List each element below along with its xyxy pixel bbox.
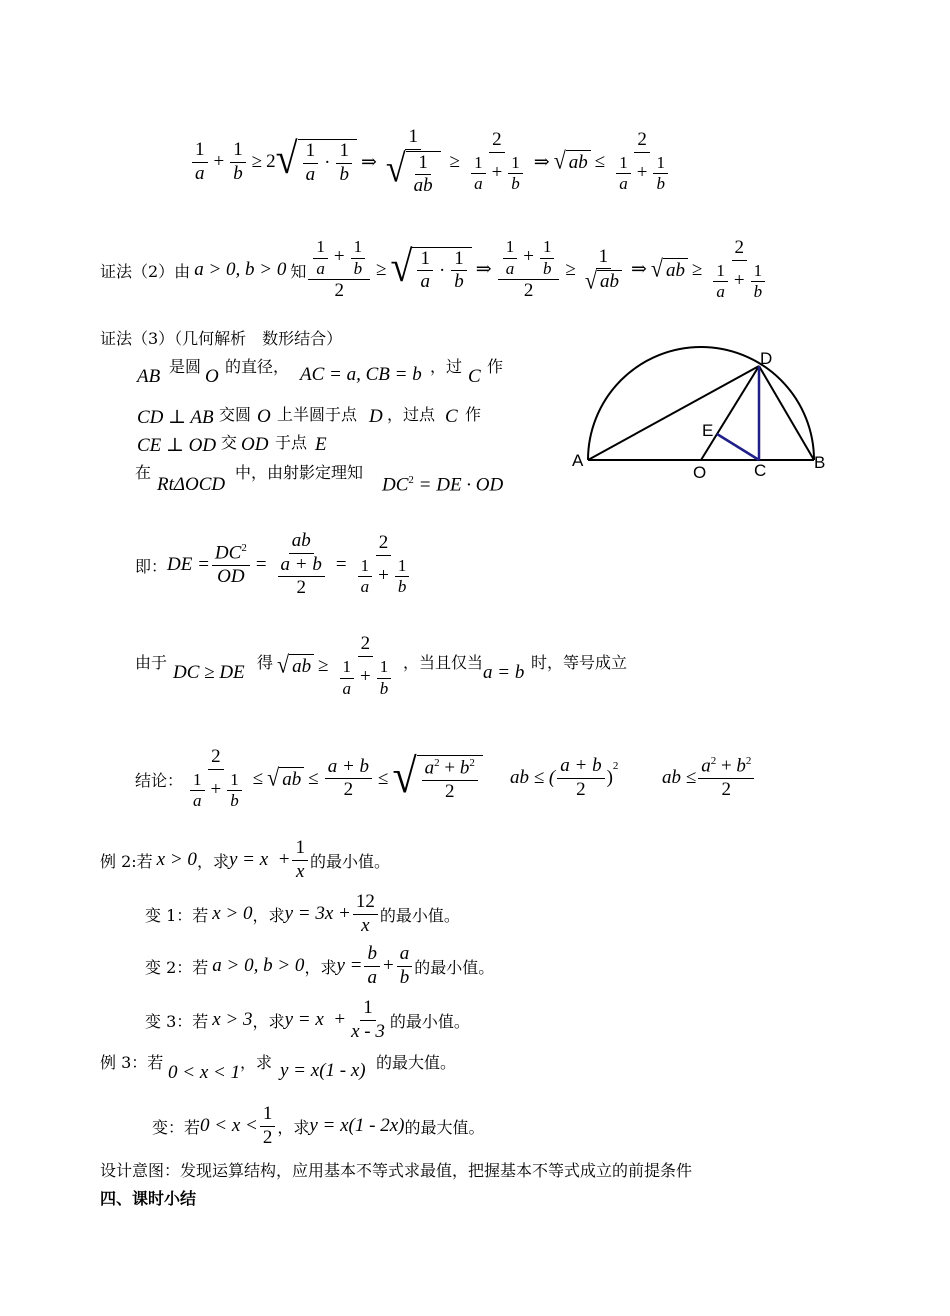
de-dc: DC [214, 542, 242, 564]
inner-num: 1 [415, 153, 431, 176]
p2h-da: a [716, 282, 725, 302]
p2-sqrt-ab: √ ab [651, 258, 688, 282]
p3-t3: ，过 [430, 357, 463, 376]
design-intent: 设计意图：发现运算结构，应用基本不等式求最值，把握基本不等式成立的前提条件 [100, 1161, 693, 1180]
c3-plus: + [720, 755, 732, 777]
p3-l2-d: D [369, 406, 383, 427]
ex2-den: x [296, 860, 305, 882]
de-od: OD [217, 566, 245, 588]
h-plus: + [491, 162, 503, 184]
example-2 [100, 834, 390, 886]
since-ab: ab [289, 654, 314, 678]
sqrt-product: √ $\frac{1}{a}$ · $\frac{1}{b}$ [276, 139, 357, 186]
sqrt-ab-den: √ $\frac{1}{ab}$ [386, 151, 441, 198]
p3-t1: 是圆 [169, 357, 202, 376]
p3-ce-perp: CE ⊥ OD [137, 435, 217, 456]
v2-t2: ，求 [304, 957, 337, 977]
since-ge: ≥ [318, 655, 329, 677]
p2h-n1: 1 [713, 262, 728, 283]
c-sqrt-ab: √ ab [267, 767, 304, 791]
sqrt-num-1: 1 [303, 141, 319, 164]
label-c: C [754, 461, 767, 480]
p2-rnum: 1 [596, 247, 612, 270]
p3-l3-od: OD [241, 434, 269, 455]
p2-h-num: 2 [732, 238, 748, 261]
since-aeqb: a = b [483, 662, 525, 683]
v3-t1: 变 3：若 [145, 1011, 209, 1031]
eq1-num-1: 1 [192, 140, 208, 163]
label-a: A [572, 451, 584, 470]
p3-c: C [468, 366, 481, 387]
since-t3: ，当且仅当 [403, 653, 484, 672]
p2h-plus: + [733, 270, 745, 292]
p3-l2-o: O [257, 406, 271, 427]
p3-l4-sq: 2 [408, 474, 414, 486]
geometry-figure [570, 340, 840, 480]
variant-2 [145, 940, 494, 992]
sqrt-ab-text: ab [566, 150, 591, 174]
ex2-expr: y = x + [228, 849, 291, 870]
inner-den-ab: ab [413, 175, 433, 197]
v3-den: x - 3 [351, 1020, 385, 1042]
de-eq-2: = [335, 553, 347, 575]
c-h-plus: + [210, 779, 222, 801]
h2-plus: + [636, 162, 648, 184]
since-line [135, 630, 695, 716]
p2h-n2: 1 [751, 262, 766, 283]
p2-den-2: 2 [334, 280, 344, 302]
plus-sign: + [213, 151, 225, 172]
equation-1 [190, 122, 675, 202]
since-h-da: a [342, 678, 352, 698]
ex2-num: 1 [292, 838, 308, 861]
since-h-n1: 1 [340, 658, 355, 679]
harm-num-2: 2 [634, 130, 650, 153]
p2-rsqrt-ab: ab [597, 270, 622, 293]
c-h-num: 2 [208, 747, 224, 770]
p3-t4: 作 [487, 357, 504, 376]
ex3-t2: ，求 [240, 1053, 273, 1072]
v3-cond: x > 3 [212, 1009, 253, 1030]
since-h-n2: 1 [377, 658, 392, 679]
h2-num-1: 1 [616, 154, 631, 175]
c-ab: ab [279, 767, 304, 791]
since-h-num: 2 [358, 634, 374, 657]
p2-ge-3: ≥ [691, 258, 703, 280]
v2-cond: a > 0, b > 0 [212, 955, 305, 976]
de-apb: a + b [278, 555, 325, 578]
c-two-1: 2 [343, 779, 354, 801]
h-num-2: 1 [508, 154, 523, 175]
v4-t1: 变：若 [152, 1117, 201, 1137]
p2h-db: b [753, 282, 763, 302]
p2-sq-n1: 1 [417, 249, 433, 272]
p2b-da: a [505, 258, 515, 278]
ex2-t1: 例 2:若 [100, 851, 153, 871]
p2-plus: + [333, 246, 345, 268]
p2-dot: · [438, 259, 446, 281]
de-h-n2: 1 [395, 557, 410, 578]
since-h-plus: + [360, 666, 371, 688]
v1-cond: x > 0 [212, 903, 253, 924]
v4-den: 2 [262, 1126, 273, 1148]
de-two: 2 [296, 577, 306, 599]
c-qm-b: b [459, 757, 470, 779]
eq1-den-a: a [195, 162, 205, 184]
c-le-1: ≤ [252, 767, 264, 789]
de-lhs: DE = [167, 553, 210, 575]
p2b-n2: 1 [540, 238, 555, 259]
p2-implies-2: ⇒ [630, 259, 647, 281]
v2-d1: a [367, 966, 377, 988]
de-h-db: b [397, 577, 407, 597]
harm-num: 2 [489, 130, 505, 153]
v2-expr: y = [336, 955, 363, 976]
h2-den-b: b [656, 174, 665, 194]
de-equation [135, 520, 416, 610]
sqrt-ab: √ ab [554, 150, 591, 174]
p2b-n1: 1 [503, 238, 518, 259]
p2-implies: ⇒ [475, 259, 492, 281]
proof-2 [100, 218, 772, 322]
p3-l3-t1: 交 [221, 433, 238, 452]
section-4-heading: 四、课时小结 [100, 1189, 197, 1208]
label-d: D [760, 349, 773, 368]
ex3-cond: 0 < x < 1 [168, 1062, 241, 1083]
v4-expr: y = x(1 - 2x) [309, 1115, 405, 1136]
label-e: E [702, 421, 714, 440]
conclusion-ab-le-half [662, 748, 756, 808]
v2-t1: 变 2：若 [145, 957, 209, 977]
conclusion-ab-le-square [510, 748, 618, 808]
ex2-t3: 的最小值。 [309, 851, 390, 871]
p3-l4-rt: RtΔOCD [157, 474, 226, 495]
p2-db: b [353, 258, 363, 278]
v2-n1: b [364, 944, 380, 967]
proof-2-label: 证法（2）由 [100, 261, 191, 281]
eq1-num-2: 1 [230, 140, 246, 163]
v4-t2: ，求 [277, 1117, 310, 1137]
p3-l3-t2: 于点 [275, 433, 308, 452]
c3-two: 2 [721, 779, 732, 801]
de-eq-1: = [255, 553, 267, 575]
conclusion [135, 734, 483, 824]
p2-sq-db: b [454, 271, 464, 293]
h2-den-a: a [619, 174, 628, 194]
v1-den: x [361, 914, 370, 936]
c-apb: a + b [325, 757, 372, 780]
c-h-da: a [193, 791, 202, 811]
since-h-db: b [379, 678, 389, 698]
v3-t3: 的最小值。 [389, 1011, 470, 1031]
segment-od [701, 366, 759, 460]
v1-num: 12 [353, 892, 378, 915]
v4-t3: 的最大值。 [404, 1117, 485, 1137]
p2-n2: 1 [351, 238, 366, 259]
c3-sq-b: 2 [745, 754, 752, 767]
since-t1: 由于 [135, 653, 168, 672]
chord-bd [759, 366, 814, 460]
variant-3 [145, 994, 470, 1046]
p3-l4-t1: 在 [135, 463, 152, 482]
p3-l4-t2: 中，由射影定理知 [235, 463, 364, 482]
c2-ab: ab ≤ ( [510, 767, 556, 788]
c-le-3: ≤ [378, 767, 389, 789]
ex3-t3: 的最大值。 [376, 1053, 457, 1072]
p2-sq-n2: 1 [451, 249, 467, 272]
ex3-expr: y = x(1 - x) [280, 1060, 366, 1081]
p3-l2-c: C [445, 406, 458, 427]
le-sign: ≤ [594, 151, 606, 172]
variant-4 [152, 1100, 484, 1152]
c-qm-plus: + [444, 757, 456, 779]
p2b-den-2: 2 [523, 280, 534, 302]
c2-apb: a + b [557, 756, 604, 779]
ex3-t1: 例 3：若 [100, 1053, 164, 1072]
label-b: B [814, 453, 826, 472]
h-den-a: a [474, 174, 483, 194]
since-ineq: DC ≥ DE [173, 662, 245, 683]
v4-num: 1 [260, 1104, 276, 1127]
p3-l2-t2: 上半圆于点 [277, 405, 358, 424]
c-qm-sq-a: 2 [434, 756, 440, 769]
dot-sign: · [324, 152, 331, 173]
implies-sign: ⇒ [360, 151, 377, 173]
c2-sq: 2 [612, 760, 619, 772]
v2-d2: b [399, 966, 410, 988]
p3-l4-dc: DC [382, 474, 409, 496]
de-h-num: 2 [376, 533, 392, 556]
label-o: O [693, 463, 707, 480]
p2b-db: b [542, 258, 552, 278]
since-t4: 时，等号成立 [531, 653, 628, 672]
v1-t2: ，求 [252, 905, 285, 925]
c3-sq-a: 2 [710, 754, 717, 767]
p2-ge: ≥ [376, 258, 387, 280]
proof-2-know: 知 [290, 261, 307, 281]
c-le-2: ≤ [308, 767, 319, 789]
v3-num: 1 [360, 998, 376, 1021]
p3-l3-e: E [315, 434, 327, 455]
c2-close: ) [606, 767, 613, 788]
lhs-num: 1 [405, 127, 421, 150]
sqrt-den-a: a [305, 163, 316, 185]
ge-sign: ≥ [251, 151, 263, 172]
p2-sqrt: √ $\frac{1}{a}$ · $\frac{1}{b}$ [391, 247, 472, 294]
c-qm-two: 2 [444, 781, 455, 803]
variant-1 [145, 888, 460, 940]
conclusion-label: 结论： [135, 770, 184, 790]
de-h-n1: 1 [358, 557, 373, 578]
c3-ab: ab ≤ [662, 767, 697, 788]
p2-sqrt-ab-text: ab [663, 258, 688, 282]
v2-n2: a [397, 944, 413, 967]
p3-o: O [205, 366, 219, 387]
since-t2: 得 [257, 653, 274, 672]
sqrt-den-b: b [339, 163, 349, 185]
c3-b: b [736, 755, 746, 777]
p3-l4-eq [382, 474, 503, 496]
h-num-1: 1 [471, 154, 486, 175]
c-sqrt-qm: √ $\frac{a^2 + b^2}{2}$ [392, 755, 482, 803]
p3-l2-t1: 交圆 [219, 405, 252, 424]
p3-cd-perp: CD ⊥ AB [137, 407, 214, 428]
ex2-cond: x > 0 [156, 849, 197, 870]
c2-two: 2 [576, 778, 586, 800]
v3-t2: ，求 [252, 1011, 285, 1031]
c-h-n2: 1 [227, 771, 242, 792]
p3-l2-t3: ，过点 [387, 405, 436, 424]
c-qm-a: a [424, 757, 435, 779]
v1-t3: 的最小值。 [379, 905, 460, 925]
de-sq: 2 [241, 541, 247, 554]
p2-sq-da: a [420, 271, 430, 293]
c-h-n1: 1 [190, 771, 205, 792]
proof-2-condition: a > 0, b > 0 [194, 259, 287, 280]
de-h-da: a [360, 577, 370, 597]
ex2-t2: ，求 [196, 851, 229, 871]
v1-t1: 变 1：若 [145, 905, 209, 925]
p3-l2-t4: 作 [465, 405, 482, 424]
v3-expr: y = x + [284, 1009, 347, 1030]
p2-da: a [316, 258, 325, 278]
chord-ad [588, 366, 759, 460]
de-h-plus: + [378, 565, 389, 587]
c-h-db: b [230, 791, 239, 811]
coefficient: 2 [266, 151, 276, 172]
c-qm-sq-b: 2 [469, 756, 475, 769]
de-ab: ab [289, 531, 314, 554]
de-label: 即： [135, 556, 168, 576]
eq1-den-b: b [233, 162, 243, 184]
p3-t2: 的直径， [225, 357, 290, 376]
sqrt-num-2: 1 [336, 141, 352, 164]
p3-ac-cb: AC = a, CB = b [300, 364, 422, 385]
h2-num-2: 1 [653, 154, 668, 175]
p2b-plus: + [523, 246, 534, 268]
p2-rsqrt: √ ab [585, 270, 622, 293]
p2-ge-2: ≥ [565, 258, 576, 280]
v4-cond: 0 < x < [200, 1115, 258, 1136]
v2-t3: 的最小值。 [414, 957, 495, 977]
proof-3-title: 证法（3）（几何解析 数形结合） [100, 329, 343, 348]
v1-expr: y = 3x + [284, 903, 351, 924]
c3-a: a [701, 755, 711, 777]
p2-n1: 1 [313, 238, 328, 259]
v2-plus: + [382, 955, 394, 976]
h-den-b: b [511, 174, 520, 194]
p3-l4-eq2: = DE · OD [418, 474, 504, 496]
p3-ab: AB [137, 366, 161, 387]
implies-sign-2: ⇒ [533, 151, 550, 173]
segment-ce [717, 434, 759, 460]
ge-sign-2: ≥ [449, 151, 461, 172]
since-sqrt-ab: √ ab [277, 654, 314, 678]
